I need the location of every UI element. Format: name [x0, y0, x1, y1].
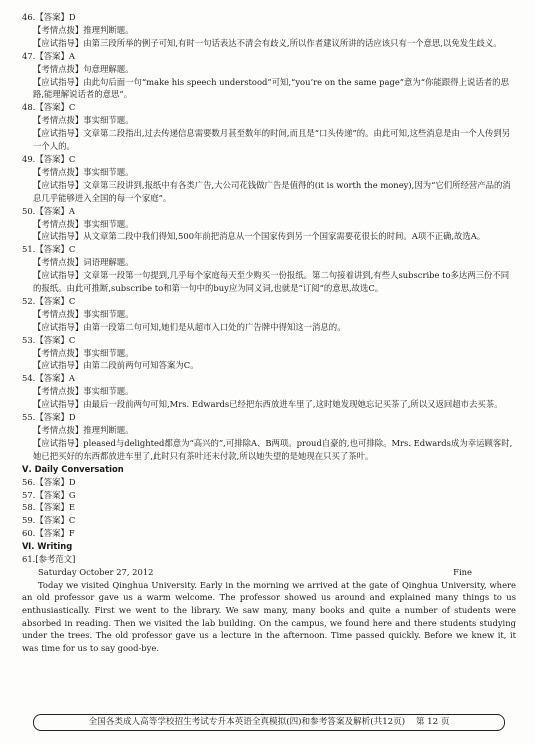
- question-block: [22, 243, 516, 295]
- question-block: [22, 205, 516, 244]
- question-number: 49.: [22, 153, 36, 164]
- answer-key: 【答案】C: [35, 295, 76, 306]
- guidance-text: 由第一段第二句可知,她们是从超市入口处的广告牌中得知这一消息的。: [83, 321, 346, 332]
- guidance-line: [22, 37, 516, 50]
- answer-line: [22, 153, 516, 166]
- exam-point-text: 事实细节题。: [83, 347, 134, 358]
- guidance-tag: 【应试指导】: [33, 231, 84, 242]
- exam-point-text: 推理判断题。: [83, 425, 134, 435]
- guidance-text: 文章第一段第一句提到,几乎每个家庭每天至少购买一份报纸。第二句接着讲到,有些人subscribe to多达两三份不同的报纸。由此可推断,subscribe to和第一句中的buy应为同义词,也就是“订阅”的意思,故选C。: [33, 270, 510, 294]
- answer-line: [22, 11, 516, 24]
- question-number: 57.: [22, 489, 36, 500]
- exam-point-tag: 【考情点拨】: [33, 257, 84, 268]
- guidance-tag: 【应试指导】: [33, 128, 84, 139]
- guidance-tag: 【应试指导】: [33, 360, 84, 371]
- answer-line: [22, 50, 516, 63]
- question-number: 56.: [22, 476, 36, 487]
- exam-point-text: 事实细节题。: [83, 218, 134, 229]
- exam-point-tag: 【考情点拨】: [33, 308, 84, 319]
- exam-point-text: 推理判断题。: [83, 24, 134, 35]
- guidance-line: [22, 269, 516, 295]
- answer-key: 【答案】D: [35, 476, 76, 487]
- answer-key: 【答案】F: [35, 528, 75, 539]
- guidance-line: [22, 321, 516, 334]
- question-block: [22, 411, 516, 463]
- answer-line: [22, 295, 516, 308]
- answer-key: 【答案】D: [35, 12, 76, 22]
- guidance-line: [22, 359, 516, 372]
- guidance-tag: 【应试指导】: [33, 321, 84, 332]
- sample-essay-label: [参考范文]: [35, 554, 76, 565]
- guidance-tag: 【应试指导】: [33, 399, 84, 410]
- guidance-line: [22, 127, 516, 153]
- question-number: 52.: [22, 295, 36, 306]
- exam-point-tag: 【考情点拨】: [33, 347, 84, 358]
- essay-body: Today we visited Qinghua University. Early in the morning we arrived at the gate of Qinghua University, where an old professor gave us a warm welcome. The professor showed us around and explained many things to us enthusiastically. First we went to the library. We saw many, many books and quite a number of students were absorbed in reading. Then we visited the lab building. On the campus, we found here and there students studying under the trees. The old professor gave us a lecture in the afternoon. Time passed quickly. Before we knew it, it was time for us to say good-bye.: [22, 579, 516, 653]
- question-block: [22, 372, 516, 411]
- exam-point-line: [22, 256, 516, 269]
- answer-key: 【答案】C: [35, 153, 76, 164]
- exam-point-tag: 【考情点拨】: [33, 386, 84, 397]
- exam-point-tag: 【考情点拨】: [33, 115, 84, 126]
- answer-key: 【答案】G: [35, 489, 76, 500]
- question-number: 58.: [22, 502, 36, 513]
- question-block: [22, 11, 516, 50]
- question-number: 59.: [22, 515, 36, 526]
- answer-list: [22, 11, 516, 463]
- exam-point-line: [22, 424, 516, 437]
- guidance-text: 文章第二段指出,过去传递信息需要数月甚至数年的时间,而且是“口头传递”的。由此可知,这些消息是由一个人传到另一个人的。: [33, 128, 511, 152]
- answer-line: [22, 527, 516, 540]
- footer-page-number: 第 12 页: [415, 717, 450, 727]
- exam-point-tag: 【考情点拨】: [33, 24, 84, 35]
- guidance-tag: 【应试指导】: [33, 270, 84, 281]
- question-number: 54.: [22, 373, 36, 384]
- conversation-answer-list: [22, 476, 516, 541]
- question-number: 51.: [22, 244, 36, 255]
- question-number: 61.: [22, 554, 36, 565]
- guidance-text: 由此句后面一句“make his speech understood”可知,“you’re on the same page”意为“你能跟得上说话者的思路,能理解说话者的意思”。: [33, 76, 509, 100]
- exam-point-text: 事实细节题。: [83, 308, 134, 319]
- guidance-text: pleased与delighted都意为“高兴的”,可排除A、B两项。proud自豪的,也可排除。Mrs. Edwards成为幸运顾客时,她已把买好的东西都放进车里了,此时只有茶叶还未付款,所以她失望的是她现在只买了茶叶。: [33, 437, 513, 461]
- answer-line: [22, 411, 516, 424]
- answer-line: [22, 514, 516, 527]
- answer-content: [22, 11, 516, 654]
- guidance-tag: 【应试指导】: [33, 179, 84, 190]
- question-number: 53.: [22, 334, 36, 345]
- guidance-line: [22, 230, 516, 243]
- exam-point-line: [22, 308, 516, 321]
- answer-key: 【答案】D: [35, 412, 76, 423]
- answer-key: 【答案】A: [35, 373, 75, 384]
- exam-point-text: 事实细节题。: [83, 166, 134, 177]
- exam-point-tag: 【考情点拨】: [33, 166, 84, 177]
- question-block: [22, 50, 516, 102]
- guidance-text: 从文章第二段中我们得知,500年前把消息从一个国家传到另一个国家需要花很长的时间。A项不正确,故选A。: [83, 231, 486, 242]
- exam-point-tag: 【考情点拨】: [33, 218, 84, 229]
- exam-point-text: 句意理解题。: [83, 63, 134, 74]
- guidance-line: [22, 76, 516, 102]
- essay-weather: Fine: [453, 566, 472, 577]
- answer-line: [22, 243, 516, 256]
- guidance-line: [22, 437, 516, 463]
- question-number: 50.: [22, 205, 36, 216]
- exam-point-line: [22, 63, 516, 76]
- question-block: [22, 153, 516, 205]
- essay-header: [22, 566, 516, 579]
- question-block: [22, 101, 516, 153]
- answer-key: 【答案】A: [35, 205, 75, 216]
- question-number: 55.: [22, 412, 36, 423]
- exam-point-text: 事实细节题。: [83, 386, 134, 397]
- answer-key: 【答案】C: [35, 244, 76, 255]
- guidance-text: 由第三段所举的例子可知,有时一句话表达不清会有歧义,所以作者建议所讲的话应该只有一个意思,以免发生歧义。: [83, 37, 502, 48]
- guidance-tag: 【应试指导】: [33, 37, 84, 48]
- exam-point-tag: 【考情点拨】: [33, 63, 84, 74]
- answer-key: 【答案】A: [35, 50, 75, 61]
- question-number: 47.: [22, 50, 36, 61]
- section-heading-writing: Ⅵ. Writing: [22, 541, 73, 552]
- exam-point-line: [22, 114, 516, 127]
- answer-line: [22, 476, 516, 489]
- question-number: 48.: [22, 102, 36, 113]
- answer-line: [22, 489, 516, 502]
- guidance-tag: 【应试指导】: [33, 437, 84, 448]
- answer-key: 【答案】E: [35, 502, 75, 513]
- question-61: [22, 553, 516, 566]
- guidance-text: 文章第三段讲到,报纸中有各类广告,大公司花钱做广告是值得的(it is worth the money),因为“它们所经营产品的消息几乎能够进入全国的每一个家庭”。: [33, 179, 511, 203]
- question-number: 46.: [22, 12, 36, 22]
- answer-key: 【答案】C: [35, 102, 76, 113]
- guidance-text: 由最后一段前两句可知,Mrs. Edwards已经把东西放进车里了,这时她发现她忘记买茶了,所以又返回超市去买茶。: [83, 399, 503, 410]
- guidance-line: [22, 398, 516, 411]
- section-heading-daily-conversation: Ⅴ. Daily Conversation: [22, 463, 124, 474]
- exam-point-line: [22, 385, 516, 398]
- exam-point-tag: 【考情点拨】: [33, 425, 84, 435]
- guidance-line: [22, 179, 516, 205]
- answer-line: [22, 501, 516, 514]
- exam-point-line: [22, 24, 516, 37]
- footer-title: 全国各类成人高等学校招生考试专升本英语全真模拟(四)和参考答案及解析(共12页): [88, 717, 406, 727]
- answer-line: [22, 372, 516, 385]
- exam-point-text: 事实细节题。: [83, 115, 134, 126]
- answer-line: [22, 101, 516, 114]
- exam-point-line: [22, 347, 516, 360]
- page-footer: [33, 714, 505, 731]
- exam-point-text: 词语理解题。: [83, 257, 134, 268]
- essay-date: Saturday October 27, 2012: [38, 566, 154, 577]
- answer-key: 【答案】C: [35, 515, 76, 526]
- exam-point-line: [22, 166, 516, 179]
- guidance-tag: 【应试指导】: [33, 76, 84, 87]
- answer-line: [22, 334, 516, 347]
- question-number: 60.: [22, 528, 36, 539]
- answer-line: [22, 205, 516, 218]
- answer-key: 【答案】C: [35, 334, 76, 345]
- guidance-text: 由第二段前两句可知答案为C。: [83, 360, 199, 371]
- question-block: [22, 334, 516, 373]
- question-block: [22, 295, 516, 334]
- exam-point-line: [22, 218, 516, 231]
